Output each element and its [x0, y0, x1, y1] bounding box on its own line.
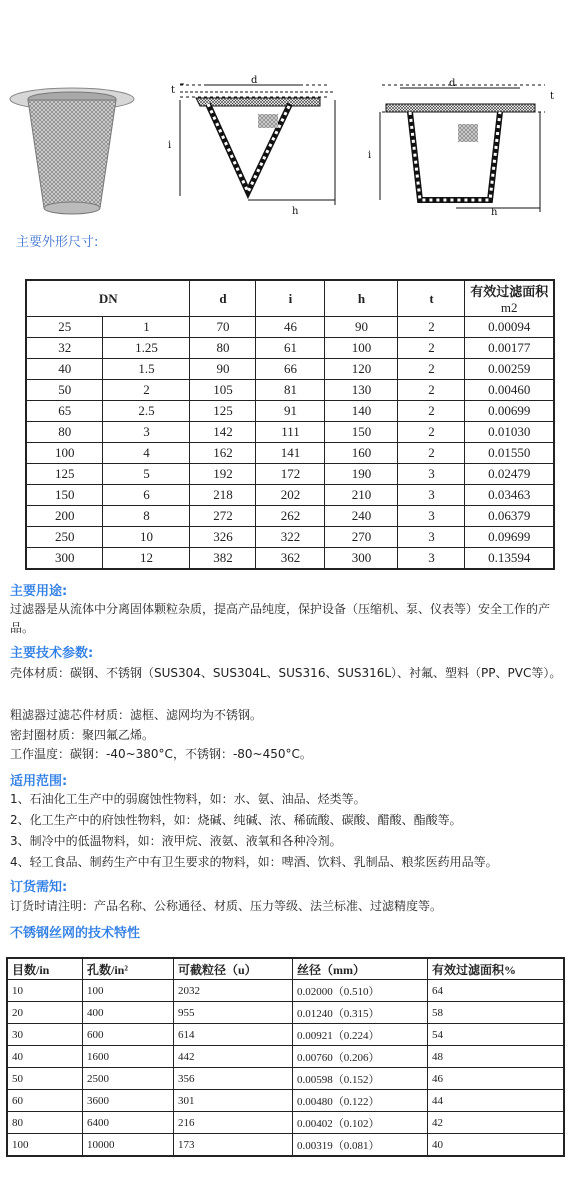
table-cell: 81 — [256, 380, 325, 401]
table-cell: 66 — [256, 359, 325, 380]
table-cell: 173 — [174, 1134, 293, 1157]
table-cell: 4 — [103, 443, 190, 464]
table-cell: 3600 — [83, 1090, 174, 1112]
tech-line-4: 工作温度：碳钢：-40~380°C，不锈钢：-80~450°C。 — [10, 747, 312, 761]
scope-title: 适用范围: — [10, 774, 68, 789]
table-cell: 42 — [428, 1112, 565, 1134]
scope-line-4: 4、轻工食品、制药生产中有卫生要求的物料，如：啤酒、饮料、乳制品、粮浆医药用品等。 — [10, 855, 498, 869]
header-particle: 可截粒径（u） — [174, 958, 293, 980]
header-h: h — [325, 280, 398, 317]
table-cell: 40 — [26, 359, 103, 380]
header-wire: 丝径（mm） — [293, 958, 428, 980]
tech-title: 主要技术参数: — [10, 646, 94, 661]
table-cell: 400 — [83, 1002, 174, 1024]
table-cell: 125 — [26, 464, 103, 485]
dimensions-heading: 主要外形尺寸: — [16, 235, 99, 250]
table-row — [26, 548, 554, 570]
mesh-title: 不锈钢丝网的技术特性 — [10, 926, 141, 941]
table-cell: 362 — [256, 548, 325, 570]
table-cell: 0.09699 — [465, 527, 554, 548]
table-cell: 32 — [26, 338, 103, 359]
dimension-table — [25, 279, 555, 570]
table-cell: 1600 — [83, 1046, 174, 1068]
table-cell: 210 — [325, 485, 398, 506]
table-cell: 2032 — [174, 980, 293, 1002]
table-cell: 46 — [256, 317, 325, 338]
table-cell: 0.00177 — [465, 338, 554, 359]
svg-text:d: d — [449, 78, 456, 89]
strainer-photo — [10, 88, 134, 214]
table-cell: 2 — [398, 443, 465, 464]
table-cell: 240 — [325, 506, 398, 527]
table-cell: 0.00094 — [465, 317, 554, 338]
table-cell: 10 — [103, 527, 190, 548]
table-cell: 270 — [325, 527, 398, 548]
usage-text: 过滤器是从流体中分离固体颗粒杂质，提高产品纯度，保护设备（压缩机、泵、仪表等）安全工作的产品。 — [10, 602, 551, 635]
tech-line-2: 粗滤器过滤芯件材质：滤框、滤网均为不锈钢。 — [10, 708, 263, 722]
table-cell: 218 — [190, 485, 256, 506]
table-cell: 0.00598（0.152） — [293, 1068, 428, 1090]
table-cell: 162 — [190, 443, 256, 464]
table-cell: 130 — [325, 380, 398, 401]
table-cell: 44 — [428, 1090, 565, 1112]
svg-text:t: t — [171, 85, 176, 96]
table-cell: 0.03463 — [465, 485, 554, 506]
table-cell: 48 — [428, 1046, 565, 1068]
table-cell: 12 — [103, 548, 190, 570]
header-d: d — [190, 280, 256, 317]
table-cell: 3 — [398, 527, 465, 548]
table-cell: 61 — [256, 338, 325, 359]
table-cell: 20 — [7, 1002, 83, 1024]
table-cell: 0.01240（0.315） — [293, 1002, 428, 1024]
table-cell: 0.13594 — [465, 548, 554, 570]
table-row — [7, 1112, 564, 1134]
table-cell: 0.02000（0.510） — [293, 980, 428, 1002]
table-cell: 600 — [83, 1024, 174, 1046]
table-cell: 50 — [7, 1068, 83, 1090]
table-cell: 80 — [7, 1112, 83, 1134]
table-header-row — [7, 958, 564, 980]
table-row — [26, 443, 554, 464]
table-cell: 150 — [325, 422, 398, 443]
table-cell: 46 — [428, 1068, 565, 1090]
scope-line-2: 2、化工生产中的府蚀性物料，如：烧碱、纯碱、浓、稀硫酸、碳酸、醋酸、酯酸等。 — [10, 813, 462, 827]
table-cell: 10 — [7, 980, 83, 1002]
table-cell: 3 — [398, 485, 465, 506]
table-cell: 262 — [256, 506, 325, 527]
table-cell: 0.00760（0.206） — [293, 1046, 428, 1068]
table-cell: 3 — [398, 464, 465, 485]
table-cell: 2 — [103, 380, 190, 401]
table-cell: 80 — [190, 338, 256, 359]
table-row — [7, 1134, 564, 1157]
svg-text:i: i — [168, 140, 172, 151]
table-cell: 3 — [398, 506, 465, 527]
table-cell: 2 — [398, 338, 465, 359]
header-i: i — [256, 280, 325, 317]
table-cell: 272 — [190, 506, 256, 527]
table-cell: 301 — [174, 1090, 293, 1112]
table-cell: 250 — [26, 527, 103, 548]
table-cell: 100 — [7, 1134, 83, 1157]
table-cell: 140 — [325, 401, 398, 422]
table-cell: 0.00319（0.081） — [293, 1134, 428, 1157]
cone-strainer-drawing — [168, 75, 335, 217]
table-cell: 50 — [26, 380, 103, 401]
table-row — [26, 338, 554, 359]
table-cell: 0.01030 — [465, 422, 554, 443]
header-dn: DN — [26, 280, 190, 317]
table-cell: 141 — [256, 443, 325, 464]
table-row — [26, 359, 554, 380]
table-cell: 202 — [256, 485, 325, 506]
scope-line-1: 1、石油化工生产中的弱腐蚀性物料，如：水、氨、油品、烃类等。 — [10, 792, 366, 806]
table-cell: 8 — [103, 506, 190, 527]
table-cell: 111 — [256, 422, 325, 443]
table-cell: 0.01550 — [465, 443, 554, 464]
table-cell: 216 — [174, 1112, 293, 1134]
table-cell: 200 — [26, 506, 103, 527]
table-row — [26, 380, 554, 401]
table-cell: 2 — [398, 422, 465, 443]
basket-strainer-drawing — [368, 78, 554, 218]
table-cell: 120 — [325, 359, 398, 380]
table-row — [7, 1068, 564, 1090]
table-cell: 100 — [26, 443, 103, 464]
table-cell: 6 — [103, 485, 190, 506]
table-cell: 442 — [174, 1046, 293, 1068]
table-cell: 2500 — [83, 1068, 174, 1090]
table-cell: 90 — [325, 317, 398, 338]
table-cell: 192 — [190, 464, 256, 485]
svg-text:i: i — [368, 150, 372, 161]
table-cell: 0.02479 — [465, 464, 554, 485]
table-cell: 65 — [26, 401, 103, 422]
table-cell: 54 — [428, 1024, 565, 1046]
table-cell: 322 — [256, 527, 325, 548]
table-cell: 105 — [190, 380, 256, 401]
table-cell: 2 — [398, 401, 465, 422]
table-cell: 40 — [7, 1046, 83, 1068]
scope-line-3: 3、制冷中的低温物料，如：液甲烷、液氨、液氧和各种冷剂。 — [10, 834, 342, 848]
table-cell: 25 — [26, 317, 103, 338]
header-t: t — [398, 280, 465, 317]
table-cell: 300 — [325, 548, 398, 570]
table-cell: 160 — [325, 443, 398, 464]
table-cell: 0.00921（0.224） — [293, 1024, 428, 1046]
usage-title: 主要用途: — [10, 584, 68, 599]
svg-text:h: h — [292, 206, 299, 217]
table-cell: 1.5 — [103, 359, 190, 380]
table-cell: 2 — [398, 380, 465, 401]
header-open-area: 有效过滤面积% — [428, 958, 565, 980]
table-cell: 100 — [325, 338, 398, 359]
mesh-table — [6, 957, 565, 1157]
table-row — [26, 464, 554, 485]
table-cell: 356 — [174, 1068, 293, 1090]
table-cell: 300 — [26, 548, 103, 570]
table-cell: 70 — [190, 317, 256, 338]
table-row — [26, 401, 554, 422]
table-row — [26, 422, 554, 443]
table-row — [7, 1002, 564, 1024]
table-cell: 58 — [428, 1002, 565, 1024]
table-cell: 1.25 — [103, 338, 190, 359]
table-cell: 382 — [190, 548, 256, 570]
header-holes: 孔数/in² — [83, 958, 174, 980]
strainer-diagrams — [0, 0, 580, 225]
table-cell: 30 — [7, 1024, 83, 1046]
table-row — [26, 506, 554, 527]
table-cell: 614 — [174, 1024, 293, 1046]
table-cell: 2.5 — [103, 401, 190, 422]
table-cell: 142 — [190, 422, 256, 443]
svg-text:t: t — [550, 91, 555, 102]
table-cell: 172 — [256, 464, 325, 485]
svg-text:d: d — [251, 75, 258, 86]
table-row — [26, 527, 554, 548]
table-cell: 64 — [428, 980, 565, 1002]
table-cell: 80 — [26, 422, 103, 443]
table-cell: 190 — [325, 464, 398, 485]
table-cell: 2 — [398, 359, 465, 380]
table-cell: 40 — [428, 1134, 565, 1157]
table-row — [26, 485, 554, 506]
header-area: 有效过滤面积 m2 — [465, 280, 554, 317]
table-cell: 100 — [83, 980, 174, 1002]
table-cell: 326 — [190, 527, 256, 548]
table-cell: 0.00259 — [465, 359, 554, 380]
svg-text:h: h — [491, 207, 498, 218]
table-row — [7, 1090, 564, 1112]
table-cell: 0.00402（0.102） — [293, 1112, 428, 1134]
table-cell: 5 — [103, 464, 190, 485]
table-cell: 60 — [7, 1090, 83, 1112]
tech-line-3: 密封圈材质：聚四氟乙烯。 — [10, 728, 155, 742]
table-cell: 90 — [190, 359, 256, 380]
table-cell: 2 — [398, 317, 465, 338]
table-cell: 125 — [190, 401, 256, 422]
table-cell: 6400 — [83, 1112, 174, 1134]
table-cell: 0.00480（0.122） — [293, 1090, 428, 1112]
table-header-row — [26, 280, 554, 317]
table-cell: 3 — [103, 422, 190, 443]
table-cell: 3 — [398, 548, 465, 570]
table-row — [26, 317, 554, 338]
table-cell: 150 — [26, 485, 103, 506]
order-text: 订货时请注明：产品名称、公称通径、材质、压力等级、法兰标准、过滤精度等。 — [10, 899, 443, 913]
order-title: 订货需知: — [10, 880, 68, 895]
table-cell: 10000 — [83, 1134, 174, 1157]
table-cell: 0.00699 — [465, 401, 554, 422]
tech-line-1: 壳体材质：碳钢、不锈钢（SUS304、SUS304L、SUS316、SUS316L）、衬氟、塑料（PP、PVC等）。 — [10, 666, 562, 680]
table-cell: 955 — [174, 1002, 293, 1024]
table-row — [7, 1046, 564, 1068]
table-cell: 1 — [103, 317, 190, 338]
table-cell: 91 — [256, 401, 325, 422]
table-row — [7, 980, 564, 1002]
table-row — [7, 1024, 564, 1046]
table-cell: 0.00460 — [465, 380, 554, 401]
header-mesh: 目数/in — [7, 958, 83, 980]
table-cell: 0.06379 — [465, 506, 554, 527]
